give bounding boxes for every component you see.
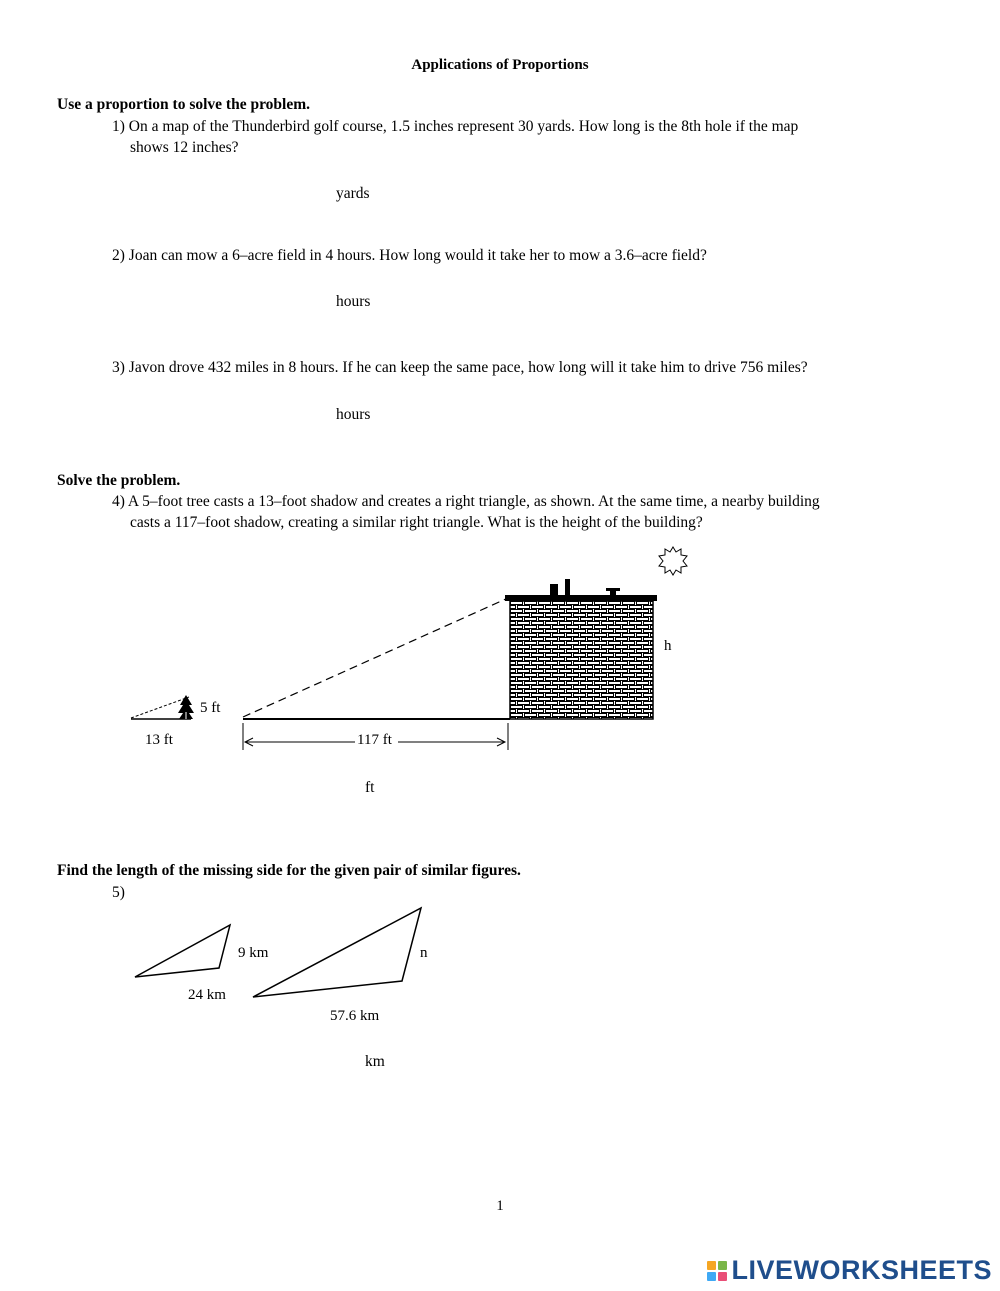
tree-icon	[178, 695, 194, 719]
answer-4-unit: ft	[365, 779, 375, 796]
sun-icon	[659, 547, 687, 575]
answer-5-unit: km	[365, 1053, 385, 1070]
page-number: 1	[496, 1198, 504, 1214]
question-4-line-1: 4) A 5–foot tree casts a 13–foot shadow and creates a right triangle, as shown. At the same time, a nearby building	[112, 493, 820, 510]
answer-4-input[interactable]	[276, 777, 366, 801]
question-5-number: 5)	[112, 884, 125, 901]
answer-1-unit: yards	[336, 185, 370, 202]
answer-2-input[interactable]	[248, 291, 336, 315]
section-heading-proportion: Use a proportion to solve the problem.	[57, 96, 311, 113]
small-triangle	[135, 925, 230, 977]
question-4-line-2: casts a 117–foot shadow, creating a similar right triangle. What is the height of the building?	[130, 514, 703, 531]
large-base-label: 57.6 km	[330, 1008, 380, 1024]
building-icon	[505, 579, 657, 719]
tree-triangle	[131, 697, 191, 719]
logo-text: LIVEWORKSHEETS	[731, 1255, 992, 1285]
small-side-label: 9 km	[238, 945, 269, 961]
answer-1-input[interactable]	[248, 183, 336, 207]
question-1-line-2: shows 12 inches?	[130, 139, 239, 156]
answer-2-unit: hours	[336, 293, 371, 310]
logo-mark-icon	[707, 1261, 727, 1281]
question-3-text: 3) Javon drove 432 miles in 8 hours. If he can keep the same pace, how long will it take him to drive 756 miles?	[112, 359, 808, 376]
page-title: Applications of Proportions	[411, 57, 589, 73]
liveworksheets-logo	[707, 1255, 992, 1286]
answer-3-unit: hours	[336, 406, 371, 423]
answer-5-input[interactable]	[276, 1051, 366, 1075]
answer-3-input[interactable]	[248, 404, 336, 428]
small-base-label: 24 km	[188, 987, 226, 1003]
tree-height-label: 5 ft	[200, 700, 221, 716]
question-2-text: 2) Joan can mow a 6–acre field in 4 hours. How long would it take her to mow a 3.6–acre field?	[112, 247, 707, 264]
question-1-line-1: 1) On a map of the Thunderbird golf course, 1.5 inches represent 30 yards. How long is the 8th hole if the map	[112, 118, 799, 135]
large-side-label: n	[420, 945, 428, 961]
section-heading-solve: Solve the problem.	[57, 472, 181, 489]
building-shadow-label: 117 ft	[357, 732, 392, 748]
section-heading-similar-figures: Find the length of the missing side for the given pair of similar figures.	[57, 862, 521, 879]
building-triangle	[243, 598, 510, 719]
large-triangle	[253, 908, 421, 997]
building-height-label: h	[664, 638, 672, 654]
tree-shadow-label: 13 ft	[145, 732, 173, 748]
